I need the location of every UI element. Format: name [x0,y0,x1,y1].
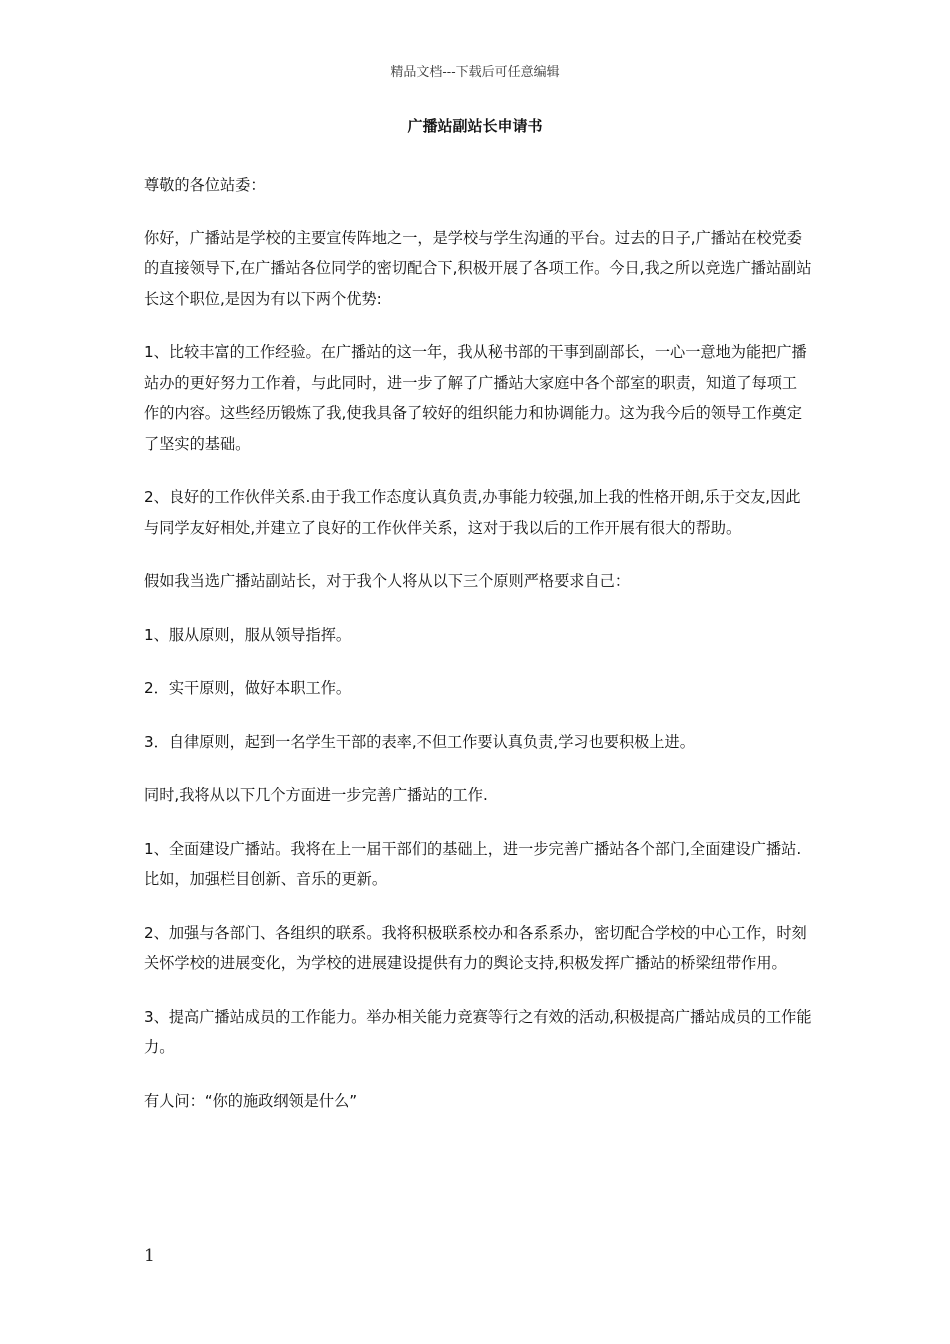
paragraph-improvement-1: 1、全面建设广播站。我将在上一届干部们的基础上，进一步完善广播站各个部门,全面建设广播站.比如，加强栏目创新、音乐的更新。 [144,839,802,888]
paragraph-advantage-2: 2、良好的工作伙伴关系.由于我工作态度认真负责,办事能力较强,加上我的性格开朗,乐于交友,因此与同学友好相处,并建立了良好的工作伙伴关系，这对于我以后的工作开展有很大的帮助。 [144,488,801,537]
paragraph-improvements-intro: 同时,我将从以下几个方面进一步完善广播站的工作. [144,786,488,804]
paragraph-principle-2: 2．实干原则，做好本职工作。 [144,679,352,697]
page-number: 1 [144,1246,155,1266]
paragraph-principles-intro: 假如我当选广播站副站长，对于我个人将从以下三个原则严格要求自己： [144,572,630,590]
paragraph-improvement-2: 2、加强与各部门、各组织的联系。我将积极联系校办和各系系办，密切配合学校的中心工作，时刻关怀学校的进展变化，为学校的进展建设提供有力的舆论支持,积极发挥广播站的桥梁纽带作用。 [144,923,807,972]
paragraph-principle-3: 3．自律原则，起到一名学生干部的表率,不但工作要认真负责,学习也要积极上进。 [144,732,695,751]
document-title: 广播站副站长申请书 [407,117,543,135]
paragraph-principle-1: 1、服从原则，服从领导指挥。 [144,625,352,644]
paragraph-intro: 你好，广播站是学校的主要宣传阵地之一，是学校与学生沟通的平台。过去的日子,广播站在校党委的直接领导下,在广播站各位同学的密切配合下,积极开展了各项工作。今日,我之所以竞选广播站副站长这个职位,是因为有以下两个优势: [144,228,812,308]
paragraph-question: 有人问：“你的施政纲领是什么” [144,1091,358,1110]
paragraph-improvement-3: 3、提高广播站成员的工作能力。举办相关能力竞赛等行之有效的活动,积极提高广播站成员的工作能力。 [144,1007,812,1056]
document-body [144,170,812,1139]
page-header-watermark: 精品文档---下载后可任意编辑 [390,65,560,80]
greeting: 尊敬的各位站委： [144,176,266,194]
paragraph-advantage-1: 1、比较丰富的工作经验。在广播站的这一年，我从秘书部的干事到副部长，一心一意地为能把广播站办的更好努力工作着，与此同时，进一步了解了广播站大家庭中各个部室的职责，知道了每项工作的内容。这些经历锻炼了我,使我具备了较好的组织能力和协调能力。这为我今后的领导工作奠定了坚实的基础。 [144,343,807,453]
